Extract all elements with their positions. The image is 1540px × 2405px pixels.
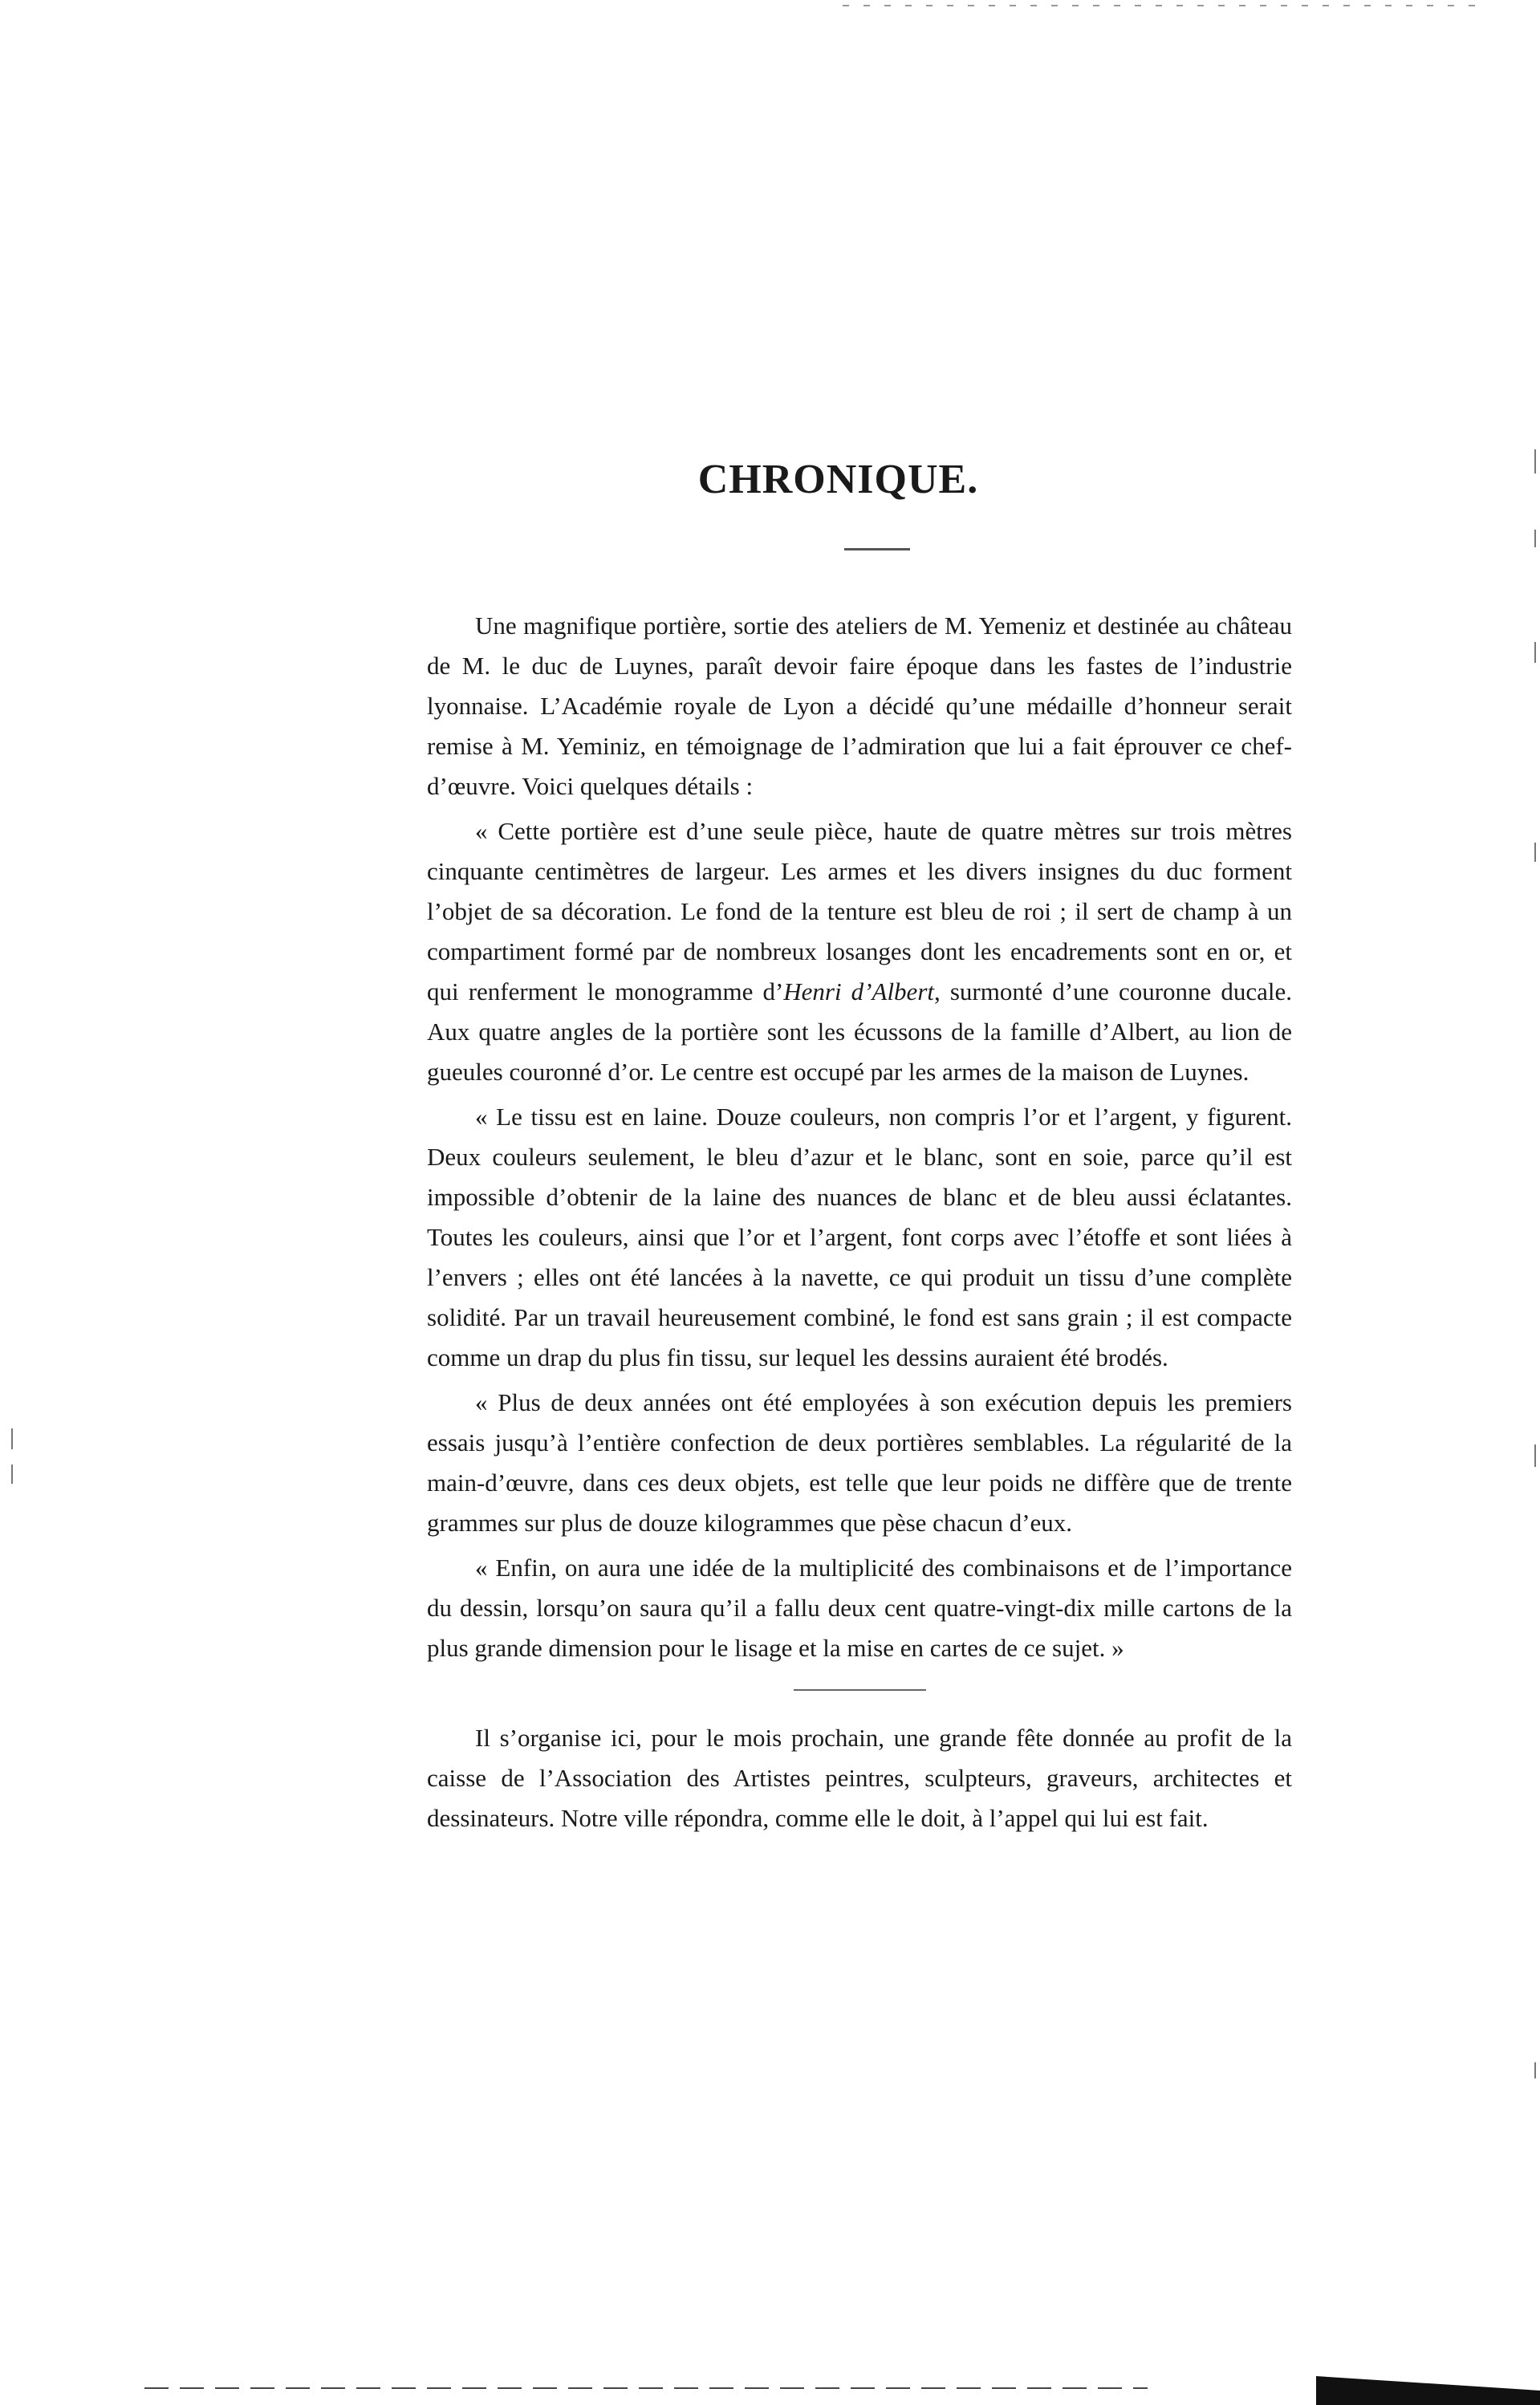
paragraph-quote-description [427, 811, 1292, 1092]
section-divider [794, 1689, 926, 1691]
right-edge-mark [1534, 642, 1536, 663]
paragraph-quote-cartons: « Enfin, on aura une idée de la multiplicité des combinaisons et de l’importance du dessin, lorsqu’on saura qu’il a fallu deux cent quatre-vingt-dix mille cartons de la plus grande dimension pour le lisage et la mise en cartes de ce sujet. » [427, 1554, 1292, 1662]
right-edge-mark [1534, 1444, 1536, 1467]
left-edge-mark [11, 1465, 13, 1484]
footer-dashed-rule [144, 2387, 1148, 2389]
paragraph-quote-description-end: , surmonté d’une couronne ducale. Aux quatre angles de la portière sont les écussons de la famille d’Albert, au lion de gueules couronné d’or. Le centre est occupé par les armes de la maison de Luynes. [427, 977, 1292, 1086]
right-edge-mark [1534, 2062, 1536, 2078]
title-rule [844, 548, 910, 550]
corner-ink-mark [1316, 2369, 1540, 2405]
top-edge-dots [843, 5, 1485, 6]
left-edge-mark [11, 1428, 13, 1449]
article-body [427, 606, 1292, 1838]
right-edge-mark [1534, 530, 1536, 547]
page-title: CHRONIQUE. [697, 457, 979, 502]
paragraph-quote-execution: « Plus de deux années ont été employées à son exécution depuis les premiers essais jusqu’à l’entière confection de deux portières semblables. La régularité de la main-d’œuvre, dans ces deux objets, est telle que leur poids ne diffère que de trente grammes sur plus de douze kilogrammes que pèse chacun d’eux. [427, 1388, 1292, 1537]
paragraph-intro: Une magnifique portière, sortie des ateliers de M. Yemeniz et destinée au château de M. le duc de Luynes, paraît devoir faire époque dans les fastes de l’industrie lyonnaise. L’Académie royale de Lyon a décidé qu’une médaille d’honneur serait remise à M. Yeminiz, en témoignage de l’admiration que lui a fait éprouver ce chef-d’œuvre. Voici quelques détails : [427, 611, 1292, 800]
paragraph-fete: Il s’organise ici, pour le mois prochain, une grande fête donnée au profit de la caisse de l’Association des Artistes peintres, sculpteurs, graveurs, architectes et dessinateurs. Notre ville répondra, comme elle le doit, à l’appel qui lui est fait. [427, 1724, 1292, 1832]
right-edge-mark [1534, 449, 1536, 473]
monogram-name: Henri d’Albert [783, 977, 934, 1005]
right-edge-mark [1534, 843, 1536, 862]
paragraph-quote-fabric: « Le tissu est en laine. Douze couleurs, non compris l’or et l’argent, y figurent. Deux couleurs seulement, le bleu d’azur et le blanc, sont en soie, parce qu’il est impossible d’obtenir de la laine des nuances de blanc et de bleu aussi éclatantes. Toutes les couleurs, ainsi que l’or et l’argent, font corps avec l’étoffe et sont liées à l’envers ; elles ont été lancées à la navette, ce qui produit un tissu d’une complète solidité. Par un travail heureusement combiné, le fond est sans grain ; il est compacte comme un drap du plus fin tissu, sur lequel les dessins auraient été brodés. [427, 1103, 1292, 1371]
paragraph-quote-description-start: « Cette portière est d’une seule pièce, haute de quatre mètres sur trois mètres cinquante centimètres de largeur. Les armes et les divers insignes du duc forment l’objet de sa décoration. Le fond de la tenture est bleu de roi ; il sert de champ à un compartiment formé par de nombreux losanges dont les encadrements sont en or, et qui renferment le monogramme d’ [427, 817, 1292, 1005]
